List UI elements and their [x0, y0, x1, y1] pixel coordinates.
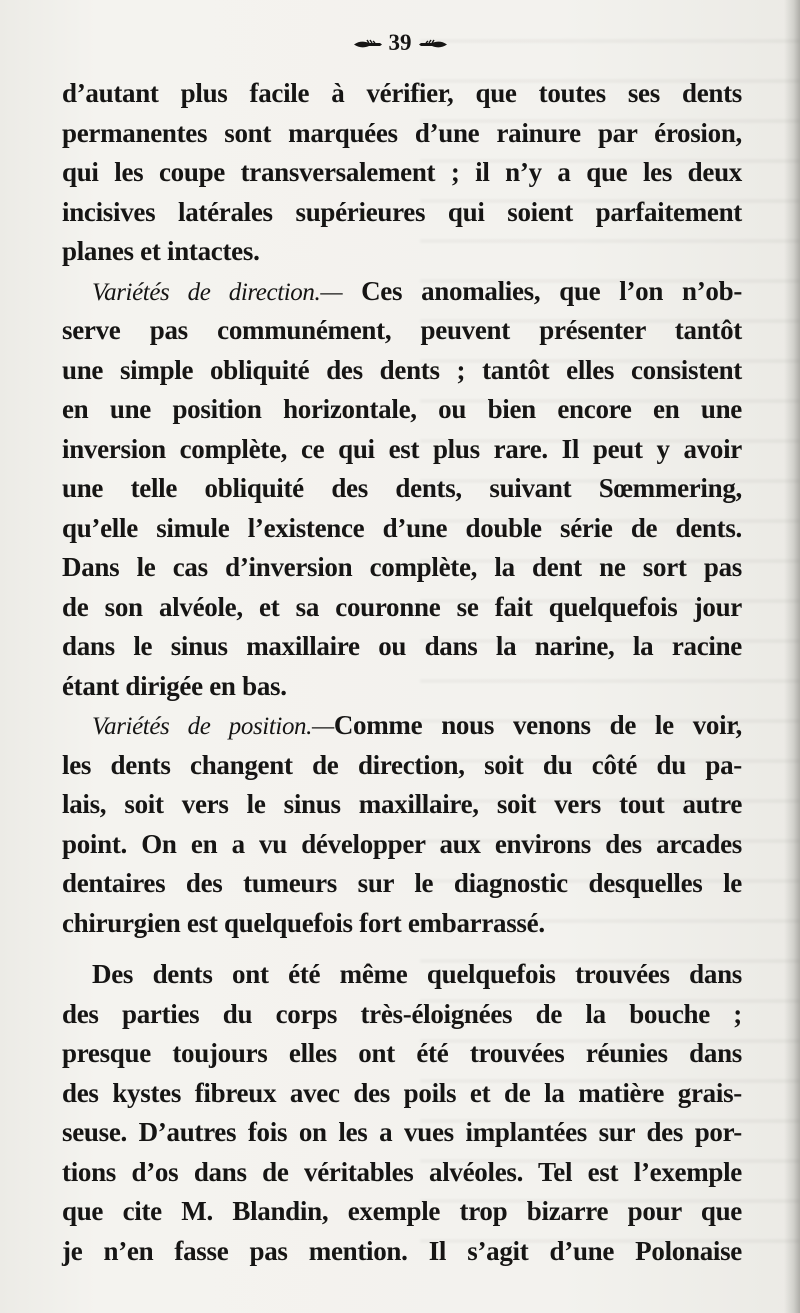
paragraph-opening-line [62, 272, 742, 312]
body-text [62, 74, 742, 1271]
text-fragment: Ces anomalies, que l’on n’ob- [361, 275, 743, 306]
text-line: presque toujours elles ont été trouvées réunies dans [62, 1038, 742, 1068]
text-line: une telle obliquité des dents, suivant Sœmmering, [62, 473, 742, 503]
text-line: des parties du corps très-éloignées de la bouche ; [62, 998, 742, 1029]
text-line: tions d’os dans de véritables alvéoles. Tel est l’exemple [62, 1156, 742, 1187]
text-line: lais, soit vers le sinus maxillaire, soit vers tout autre [62, 789, 742, 819]
text-line: étant dirigée en bas. [62, 670, 287, 701]
text-line: dentaires des tumeurs sur le diagnostic desquelles le [62, 868, 742, 898]
section-heading: Variétés de position.— [92, 713, 334, 740]
section-heading: Variétés de direction.— [92, 278, 343, 306]
text-line: de son alvéole, et sa couronne se fait quelquefois jour [62, 591, 742, 622]
text-line: une simple obliquité des dents ; tantôt elles consistent [62, 354, 742, 385]
text-line: des kystes fibreux avec des poils et de la matière grais- [62, 1077, 742, 1108]
text-line: d’autant plus facile à vérifier, que toutes ses dents [62, 78, 742, 108]
text-line: qu’elle simule l’existence d’une double série de dents. [62, 512, 742, 543]
text-line: en une position horizontale, ou bien encore en une [62, 394, 742, 424]
page-edge-shadow [784, 0, 800, 1313]
text-line: que cite M. Blandin, exemple trop bizarre pour que [62, 1196, 742, 1226]
text-line: planes et intactes. [62, 236, 260, 266]
text-line: inversion complète, ce qui est plus rare. Il peut y avoir [62, 433, 742, 464]
text-line: Des dents ont été même quelquefois trouvées dans [92, 959, 742, 989]
paragraph-opening-line [62, 706, 742, 746]
text-line: qui les coupe transversalement ; il n’y a que les deux [62, 157, 742, 187]
text-line: je n’en fasse pas mention. Il s’agit d’une Polonaise [62, 1235, 742, 1266]
text-line: seuse. D’autres fois on les a vues implantées sur des por- [62, 1117, 742, 1147]
text-line: dans le sinus maxillaire ou dans la narine, la racine [62, 631, 742, 661]
text-fragment: Comme nous venons de le voir, [333, 710, 742, 740]
text-line: point. On en a vu développer aux environs des arcades [62, 828, 742, 859]
page-number: 39 [388, 30, 412, 55]
page-header [0, 30, 800, 56]
text-line: permanentes sont marquées d’une rainure par érosion, [62, 117, 742, 148]
text-line: incisives latérales supérieures qui soient parfaitement [62, 196, 742, 227]
text-line: les dents changent de direction, soit du côté du pa- [62, 749, 742, 780]
text-line: serve pas communément, peuvent présenter tantôt [62, 315, 742, 345]
right-hand-ornament-icon [418, 39, 448, 50]
left-hand-ornament-icon [353, 39, 383, 50]
text-line: chirurgien est quelquefois fort embarrassé. [62, 907, 545, 938]
text-line: Dans le cas d’inversion complète, la dent ne sort pas [62, 552, 742, 582]
